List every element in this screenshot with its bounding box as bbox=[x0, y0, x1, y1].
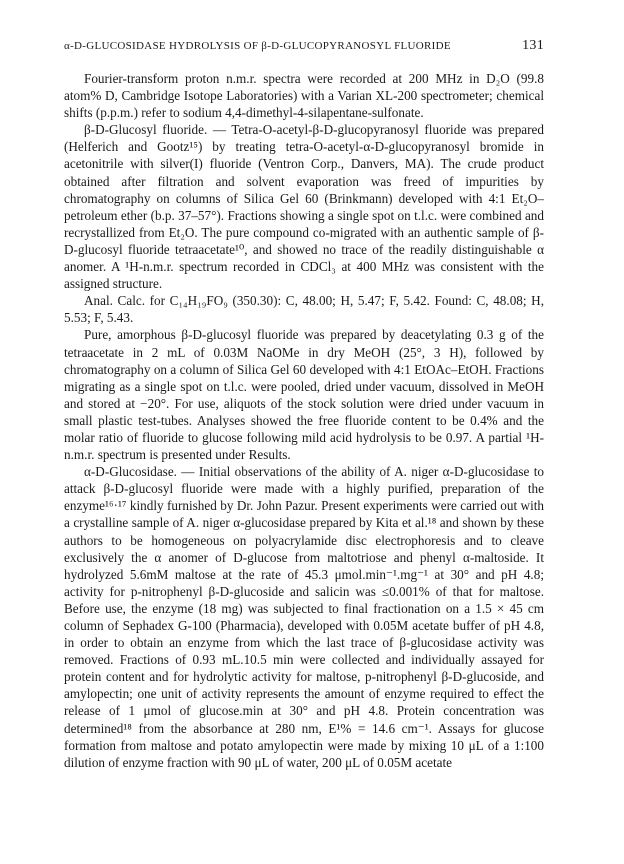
paragraph-deacetylation: Pure, amorphous β-D-glucosyl fluoride was prepared by deacetylating 0.3 g of the tetraacetate in 2 mL of 0.03M NaOMe in dry MeOH (25°, 3 H), followed by chromatography on a column of Silica Gel 60 developed with 4:1 EtOAc–EtOH. Fractions migrating as a single spot on t.l.c. were pooled, dried under vacuum, dissolved in MeOH and stored at −20°. For use, aliquots of the stock solution were dried under vacuum in small plastic test-tubes. Analyses showed the free fluoride content to be 0.4% and the molar ratio of fluoride to glucose following mild acid hydrolysis to be 0.97. A partial ¹H-n.m.r. spectrum is presented under Results. bbox=[64, 327, 544, 463]
page-header bbox=[64, 40, 544, 56]
article-body bbox=[64, 70, 544, 771]
paragraph-glucosidase: α-D-Glucosidase. — Initial observations of the ability of A. niger α-D-glucosidase to attack β-D-glucosyl fluoride were made with a highly purified, preparation of the enzyme¹⁶·¹⁷ kindly furnished by Dr. John Pazur. Present experiments were carried out with a crystalline sample of A. niger α-glucosidase prepared by Kita et al.¹⁸ and shown by these authors to be homogeneous on polyacrylamide disc electrophoresis and to cleave exclusively the α anomer of D-glucose from maltotriose and phenyl α-maltoside. It hydrolyzed 5.6mM maltose at the rate of 45.3 μmol.min⁻¹.mg⁻¹ at 30° and pH 4.8; activity for p-nitrophenyl β-D-glucoside and salicin was ≤0.001% of that for maltose. Before use, the enzyme (18 mg) was subjected to final fractionation on a 1.5 × 45 cm column of Sephadex G-100 (Pharmacia), developed with 0.05M acetate buffer of pH 4.8, in order to obtain an enzyme from which the last trace of β-glucosidase activity was removed. Fractions of 0.93 mL.10.5 min were collected and individually assayed for protein content and for hydrolytic activity for maltose, p-nitrophenyl β-D-glucoside, and amylopectin; one unit of activity represents the amount of enzyme required to effect the release of 1 μmol of glucose.min at 30° and pH 4.8. Protein concentration was determined¹⁸ from the absorbance at 280 nm, E¹% = 14.6 cm⁻¹. Assays for glucose formation from maltose and potato amylopectin were made by mixing 10 μL of a 1:100 dilution of enzyme fraction with 90 μL of water, 200 μL of 0.05M acetate bbox=[64, 464, 544, 770]
paragraph-glucosyl-fluoride: β-D-Glucosyl fluoride. — Tetra-O-acetyl-β-D-glucopyranosyl fluoride was prepared (Helferich and Gootz¹⁵) by treating tetra-O-acetyl-α-D-glucopyranosyl bromide in acetonitrile with silver(I) fluoride (Ventron Corp., Danvers, MA). The crude product obtained after filtration and solvent evaporation was freed of impurities by chromatography on columns of Silica Gel 60 (Brinkmann) developed with 4:1 Et₂O–petroleum ether (b.p. 37–57°). Fractions showing a single spot on t.l.c. were combined and recrystallized from Et₂O. The pure compound co-migrated with an authentic sample of β-D-glucosyl fluoride tetraacetate¹⁰, and showed no trace of the readily distinguishable α anomer. A ¹H-n.m.r. spectrum recorded in CDCl₃ at 400 MHz was consistent with the assigned structure. bbox=[64, 122, 544, 292]
paragraph-nmr-methods: Fourier-transform proton n.m.r. spectra were recorded at 200 MHz in D₂O (99.8 atom% D, Cambridge Isotope Laboratories) with a Varian XL-200 spectrometer; chemical shifts (p.p.m.) refer to sodium 4,4-dimethyl-4-silapentane-sulfonate. bbox=[64, 71, 544, 121]
page-number: 131 bbox=[522, 38, 544, 53]
running-head: α-D-GLUCOSIDASE HYDROLYSIS OF β-D-GLUCOPYRANOSYL FLUORIDE bbox=[64, 40, 451, 52]
paragraph-analysis: Anal. Calc. for C₁₄H₁₉FO₉ (350.30): C, 48.00; H, 5.47; F, 5.42. Found: C, 48.08; H, 5.53; F, 5.43. bbox=[64, 293, 544, 326]
